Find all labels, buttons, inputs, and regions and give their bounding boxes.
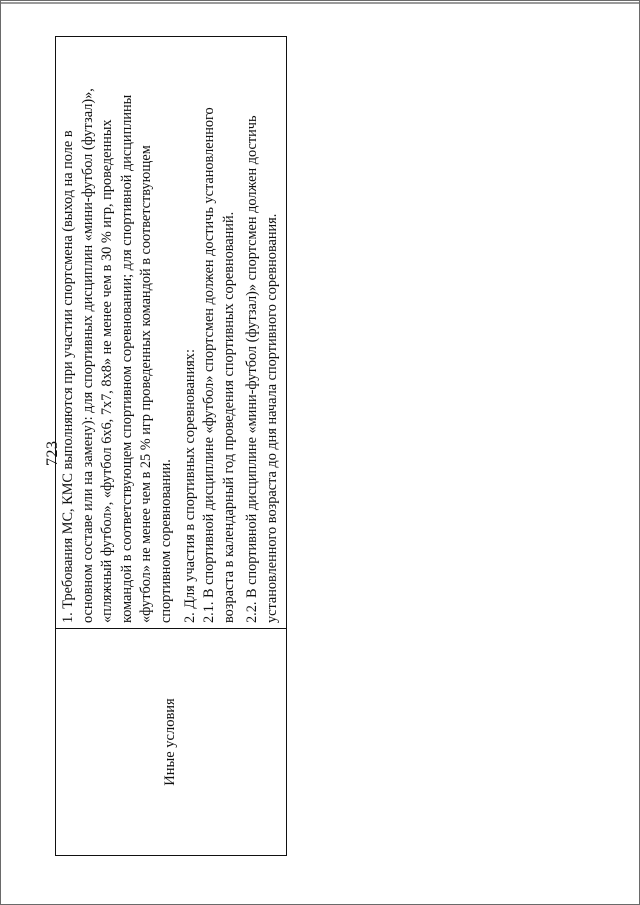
requirement-line: командой в соответствующем спортивном соревновании; для спортивной дисциплины bbox=[118, 94, 135, 623]
section-2-heading: 2. Для участия в спортивных соревнованиях: bbox=[181, 349, 198, 623]
section-2-2-line: 2.2. В спортивной дисциплине «мини-футбол (футзал)» спортсмен должен достичь bbox=[244, 115, 261, 623]
label-other-conditions: Иные условия bbox=[162, 698, 178, 786]
section-2-2-line: установленного возраста до дня начала спортивного соревнования. bbox=[263, 213, 280, 623]
requirement-line: «футбол» не менее чем в 25 % игр проведенных командой в соответствующем bbox=[138, 145, 155, 623]
requirement-line: спортивном соревновании. bbox=[157, 459, 174, 623]
section-2-1-line: 2.1. В спортивной дисциплине «футбол» спортсмен должен достичь установленного bbox=[201, 107, 218, 623]
rotated-document-page bbox=[0, 20, 640, 880]
conditions-table bbox=[55, 36, 287, 856]
requirement-line: «пляжный футбол», «футбол 6х6, 7х7, 8х8» не менее чем в 30 % игр, проведенных bbox=[99, 119, 116, 623]
requirement-line: основном составе или на замену): для спортивных дисциплин «мини-футбол (футзал)», bbox=[79, 88, 96, 623]
page-number: 723 bbox=[44, 440, 61, 466]
content-cell bbox=[56, 37, 286, 628]
label-cell bbox=[56, 628, 286, 855]
requirement-line: 1. Требования МС, КМС выполняются при участии спортсмена (выход на поле в bbox=[60, 130, 76, 623]
section-2-1-line: возраста в календарный год проведения спортивных соревнований. bbox=[220, 211, 237, 623]
